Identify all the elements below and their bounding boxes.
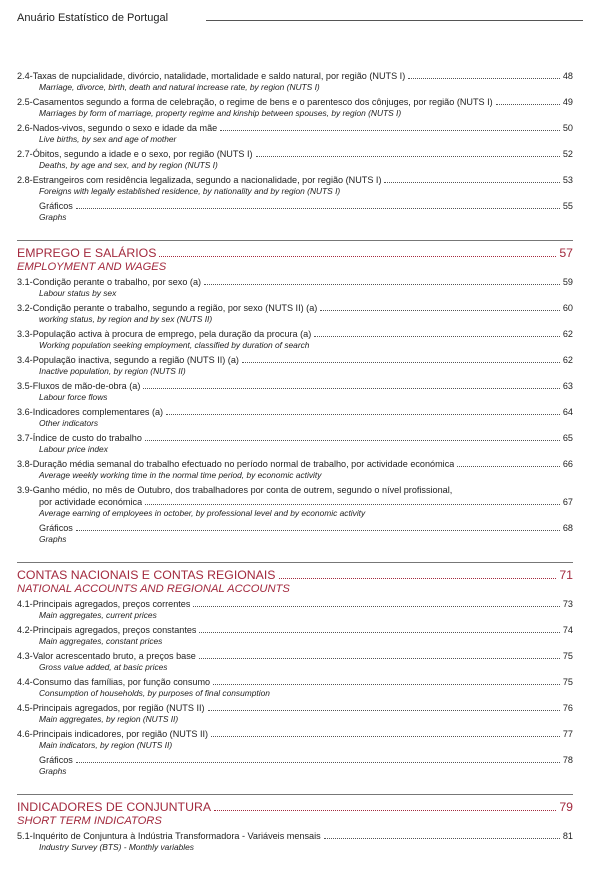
- toc-entry[interactable]: [17, 830, 573, 856]
- dot-leader: [220, 130, 560, 131]
- entry-page-number: 49: [562, 97, 573, 107]
- entry-page-number: 60: [562, 303, 573, 313]
- toc-entry-line[interactable]: [17, 650, 573, 662]
- section-heading[interactable]: [17, 800, 573, 814]
- entry-number: 4.5: [17, 703, 30, 713]
- dot-leader: [384, 182, 559, 183]
- entry-title: Indicadores complementares (a): [32, 407, 164, 417]
- entry-page-number: 67: [562, 497, 573, 507]
- section-title: CONTAS NACIONAIS E CONTAS REGIONAIS: [17, 568, 276, 582]
- toc-entry-line[interactable]: [17, 522, 573, 534]
- dot-leader: [279, 578, 557, 579]
- entry-title: Condição perante o trabalho, por sexo (a): [32, 277, 202, 287]
- entry-english-title: Main aggregates, constant prices: [39, 636, 163, 646]
- dot-leader: [211, 736, 560, 737]
- entry-number: 3.1: [17, 277, 30, 287]
- entry-number: 4.2: [17, 625, 30, 635]
- entry-english-title: Average earning of employees in october, by professional level and by economic activity: [39, 508, 366, 518]
- toc-entry[interactable]: [17, 676, 573, 702]
- dot-leader: [314, 336, 560, 337]
- entry-english-title: Industry Survey (BTS) - Monthly variables: [39, 842, 194, 852]
- entry-page-number: 64: [562, 407, 573, 417]
- toc-entry-line[interactable]: [17, 458, 573, 470]
- graphs-entry[interactable]: [17, 200, 573, 226]
- toc-section: [17, 562, 573, 780]
- toc-entry-line[interactable]: [17, 380, 573, 392]
- entry-separator: -: [29, 433, 33, 443]
- entry-page-number: 55: [562, 201, 573, 211]
- dot-leader: [256, 156, 560, 157]
- entry-separator: -: [29, 625, 33, 635]
- table-of-contents: [17, 70, 573, 856]
- section-title-english: SHORT TERM INDICATORS: [17, 815, 162, 827]
- entry-title: Duração média semanal do trabalho efectuado no período normal de trabalho, por actividade económica: [32, 459, 455, 469]
- entry-number: 2.8: [17, 175, 30, 185]
- toc-entry-line[interactable]: [17, 496, 573, 508]
- dot-leader: [214, 810, 556, 811]
- entry-page-number: 77: [562, 729, 573, 739]
- section-heading[interactable]: [17, 568, 573, 582]
- entry-page-number: 62: [562, 329, 573, 339]
- entry-title: Índice de custo do trabalho: [32, 433, 142, 443]
- dot-leader: [143, 388, 560, 389]
- entry-title: Principais indicadores, por região (NUTS II): [32, 729, 209, 739]
- entry-separator: -: [29, 303, 33, 313]
- entry-title: Taxas de nupcialidade, divórcio, natalidade, mortalidade e saldo natural, por região (NUTS I): [32, 71, 406, 81]
- graphs-label: Gráficos: [39, 755, 73, 765]
- toc-entry[interactable]: [17, 598, 573, 624]
- dot-leader: [242, 362, 560, 363]
- graphs-entry[interactable]: [17, 754, 573, 780]
- toc-section: [17, 240, 573, 548]
- entry-english-title: Marriages by form of marriage, property regime and kinship between spouses, by region (NUTS I): [39, 108, 402, 118]
- toc-section: [17, 794, 573, 856]
- toc-entry-line[interactable]: [17, 148, 573, 160]
- entry-page-number: 76: [562, 703, 573, 713]
- dot-leader: [145, 504, 560, 505]
- toc-entry-line[interactable]: [17, 702, 573, 714]
- dot-leader: [159, 256, 556, 257]
- entry-english-title: Gross value added, at basic prices: [39, 662, 168, 672]
- entry-separator: -: [29, 175, 33, 185]
- toc-entry-line[interactable]: [17, 302, 573, 314]
- entry-english-title: Foreigns with legally established residence, by nationality and by region (NUTS I): [39, 186, 341, 196]
- toc-entry[interactable]: [17, 484, 573, 522]
- entry-page-number: 48: [562, 71, 573, 81]
- entry-title: Valor acrescentado bruto, a preços base: [32, 651, 196, 661]
- toc-entry-line[interactable]: [17, 754, 573, 766]
- dot-leader: [457, 466, 560, 467]
- entry-english-title: Labour status by sex: [39, 288, 117, 298]
- section-page-number: 57: [559, 246, 573, 260]
- entry-english-title: Graphs: [39, 766, 67, 776]
- entry-separator: -: [29, 277, 33, 287]
- entry-separator: -: [29, 149, 33, 159]
- dot-leader: [76, 530, 560, 531]
- entry-english-title: Average weekly working time in the normal time period, by economic activity: [39, 470, 322, 480]
- entry-page-number: 63: [562, 381, 573, 391]
- entry-separator: -: [29, 355, 33, 365]
- entry-english-title: Inactive population, by region (NUTS II): [39, 366, 186, 376]
- entry-page-number: 52: [562, 149, 573, 159]
- entry-page-number: 50: [562, 123, 573, 133]
- toc-entry[interactable]: [17, 650, 573, 676]
- entry-title: Estrangeiros com residência legalizada, segundo a nacionalidade, por região (NUTS I): [32, 175, 382, 185]
- toc-entry[interactable]: [17, 302, 573, 328]
- entry-page-number: 78: [562, 755, 573, 765]
- toc-entry-line[interactable]: [17, 676, 573, 688]
- entry-separator: -: [29, 485, 33, 495]
- toc-entry[interactable]: [17, 354, 573, 380]
- entry-english-title: Graphs: [39, 534, 67, 544]
- toc-entry[interactable]: [17, 380, 573, 406]
- entry-number: 2.5: [17, 97, 30, 107]
- entry-separator: -: [29, 703, 33, 713]
- toc-entry-line[interactable]: [17, 830, 573, 842]
- entry-title: Condição perante o trabalho, segundo a região, por sexo (NUTS II) (a): [32, 303, 318, 313]
- entry-separator: -: [29, 831, 33, 841]
- toc-entry-line[interactable]: [17, 96, 573, 108]
- dot-leader: [199, 658, 560, 659]
- toc-entry[interactable]: [17, 624, 573, 650]
- entry-separator: -: [29, 381, 33, 391]
- entry-page-number: 66: [562, 459, 573, 469]
- toc-entry-line[interactable]: [17, 598, 573, 610]
- dot-leader: [213, 684, 560, 685]
- toc-entry[interactable]: [17, 328, 573, 354]
- entry-english-title: Working population seeking employment, classified by duration of search: [39, 340, 310, 350]
- graphs-label: Gráficos: [39, 201, 73, 211]
- toc-entry-line[interactable]: [17, 406, 573, 418]
- toc-entry-line[interactable]: [17, 624, 573, 636]
- entry-page-number: 53: [562, 175, 573, 185]
- entry-number: 4.6: [17, 729, 30, 739]
- section-heading[interactable]: [17, 246, 573, 260]
- dot-leader: [408, 78, 560, 79]
- entry-title: Inquérito de Conjuntura à Indústria Transformadora - Variáveis mensais: [32, 831, 321, 841]
- entry-english-title: Main aggregates, by region (NUTS II): [39, 714, 179, 724]
- entry-page-number: 59: [562, 277, 573, 287]
- toc-entry-line[interactable]: [17, 70, 573, 82]
- entry-title: Óbitos, segundo a idade e o sexo, por região (NUTS I): [32, 149, 253, 159]
- dot-leader: [145, 440, 560, 441]
- toc-entry-line[interactable]: [17, 276, 573, 288]
- entry-number: 4.4: [17, 677, 30, 687]
- toc-entry[interactable]: [17, 122, 573, 148]
- entry-title: Principais agregados, preços correntes: [32, 599, 191, 609]
- graphs-entry[interactable]: [17, 522, 573, 548]
- toc-entry-line[interactable]: [17, 122, 573, 134]
- entry-number: 3.5: [17, 381, 30, 391]
- entry-english-title: Deaths, by age and sex, and by region (NUTS I): [39, 160, 218, 170]
- entry-page-number: 68: [562, 523, 573, 533]
- entry-separator: -: [29, 123, 33, 133]
- toc-entry[interactable]: [17, 148, 573, 174]
- entry-title: Consumo das famílias, por função consumo: [32, 677, 211, 687]
- entry-page-number: 81: [562, 831, 573, 841]
- toc-entry-line[interactable]: [17, 354, 573, 366]
- entry-number: 2.6: [17, 123, 30, 133]
- entry-english-title: Labour price index: [39, 444, 108, 454]
- toc-entry-line[interactable]: [17, 174, 573, 186]
- dot-leader: [166, 414, 560, 415]
- dot-leader: [204, 284, 560, 285]
- entry-separator: -: [29, 729, 33, 739]
- entry-number: 3.8: [17, 459, 30, 469]
- toc-entry[interactable]: [17, 432, 573, 458]
- entry-title: Ganho médio, no mês de Outubro, dos trabalhadores por conta de outrem, segundo o nível profissional,: [32, 485, 453, 495]
- entry-separator: -: [29, 407, 33, 417]
- entry-number: 4.1: [17, 599, 30, 609]
- entry-page-number: 75: [562, 651, 573, 661]
- entry-number: 3.7: [17, 433, 30, 443]
- entry-page-number: 73: [562, 599, 573, 609]
- entry-english-title: Consumption of households, by purposes of final consumption: [39, 688, 270, 698]
- section-title: EMPREGO E SALÁRIOS: [17, 246, 157, 260]
- toc-entry[interactable]: [17, 406, 573, 432]
- toc-entry[interactable]: [17, 728, 573, 754]
- entry-title: População activa à procura de emprego, pela duração da procura (a): [32, 329, 312, 339]
- entry-title: Principais agregados, preços constantes: [32, 625, 197, 635]
- entry-page-number: 75: [562, 677, 573, 687]
- entry-separator: -: [29, 97, 33, 107]
- entry-separator: -: [29, 677, 33, 687]
- entry-english-title: Graphs: [39, 212, 67, 222]
- publication-title: Anuário Estatístico de Portugal: [17, 12, 169, 24]
- dot-leader: [496, 104, 560, 105]
- toc-entry[interactable]: [17, 174, 573, 200]
- toc-entry[interactable]: [17, 458, 573, 484]
- dot-leader: [208, 710, 560, 711]
- entry-number: 3.3: [17, 329, 30, 339]
- toc-entry[interactable]: [17, 96, 573, 122]
- entry-number: 5.1: [17, 831, 30, 841]
- entry-number: 3.9: [17, 485, 30, 495]
- entry-separator: -: [29, 71, 33, 81]
- entry-number: 3.2: [17, 303, 30, 313]
- section-title-english: NATIONAL ACCOUNTS AND REGIONAL ACCOUNTS: [17, 583, 290, 595]
- entry-page-number: 74: [562, 625, 573, 635]
- entry-number: 2.7: [17, 149, 30, 159]
- dot-leader: [320, 310, 560, 311]
- toc-entry-line[interactable]: [17, 200, 573, 212]
- entry-separator: -: [29, 459, 33, 469]
- toc-entry-line[interactable]: [17, 432, 573, 444]
- entry-continued-title: por actividade económica: [39, 497, 143, 507]
- section-page-number: 79: [559, 800, 573, 814]
- entry-title: Casamentos segundo a forma de celebração, o regime de bens e o parentesco dos cônjuges, por região (NUTS I): [32, 97, 493, 107]
- entry-title: Nados-vivos, segundo o sexo e idade da mãe: [32, 123, 218, 133]
- toc-entry[interactable]: [17, 70, 573, 96]
- toc-entry-line[interactable]: [17, 728, 573, 740]
- entry-separator: -: [29, 599, 33, 609]
- toc-entry-line[interactable]: [17, 484, 573, 496]
- entry-english-title: Labour force flows: [39, 392, 108, 402]
- entry-separator: -: [29, 329, 33, 339]
- entry-title: População inactiva, segundo a região (NUTS II) (a): [32, 355, 239, 365]
- graphs-label: Gráficos: [39, 523, 73, 533]
- toc-entry[interactable]: [17, 702, 573, 728]
- entry-number: 4.3: [17, 651, 30, 661]
- entry-english-title: Other indicators: [39, 418, 99, 428]
- entry-number: 2.4: [17, 71, 30, 81]
- dot-leader: [199, 632, 559, 633]
- entry-page-number: 62: [562, 355, 573, 365]
- entry-separator: -: [29, 651, 33, 661]
- entry-number: 3.4: [17, 355, 30, 365]
- dot-leader: [76, 208, 560, 209]
- section-page-number: 71: [559, 568, 573, 582]
- entry-english-title: working status, by region and by sex (NUTS II): [39, 314, 213, 324]
- header-rule: [206, 20, 583, 21]
- toc-entry-line[interactable]: [17, 328, 573, 340]
- entry-english-title: Live births, by sex and age of mother: [39, 134, 177, 144]
- section-title-english: EMPLOYMENT AND WAGES: [17, 261, 167, 273]
- section-title: INDICADORES DE CONJUNTURA: [17, 800, 212, 814]
- dot-leader: [193, 606, 559, 607]
- entry-english-title: Marriage, divorce, birth, death and natural increase rate, by region (NUTS I): [39, 82, 320, 92]
- entry-page-number: 65: [562, 433, 573, 443]
- entry-title: Fluxos de mão-de-obra (a): [32, 381, 141, 391]
- entry-english-title: Main indicators, by region (NUTS II): [39, 740, 173, 750]
- entry-number: 3.6: [17, 407, 30, 417]
- dot-leader: [324, 838, 560, 839]
- entry-english-title: Main aggregates, current prices: [39, 610, 157, 620]
- page-header: [17, 10, 583, 26]
- entry-title: Principais agregados, por região (NUTS II): [32, 703, 205, 713]
- dot-leader: [76, 762, 560, 763]
- toc-entry[interactable]: [17, 276, 573, 302]
